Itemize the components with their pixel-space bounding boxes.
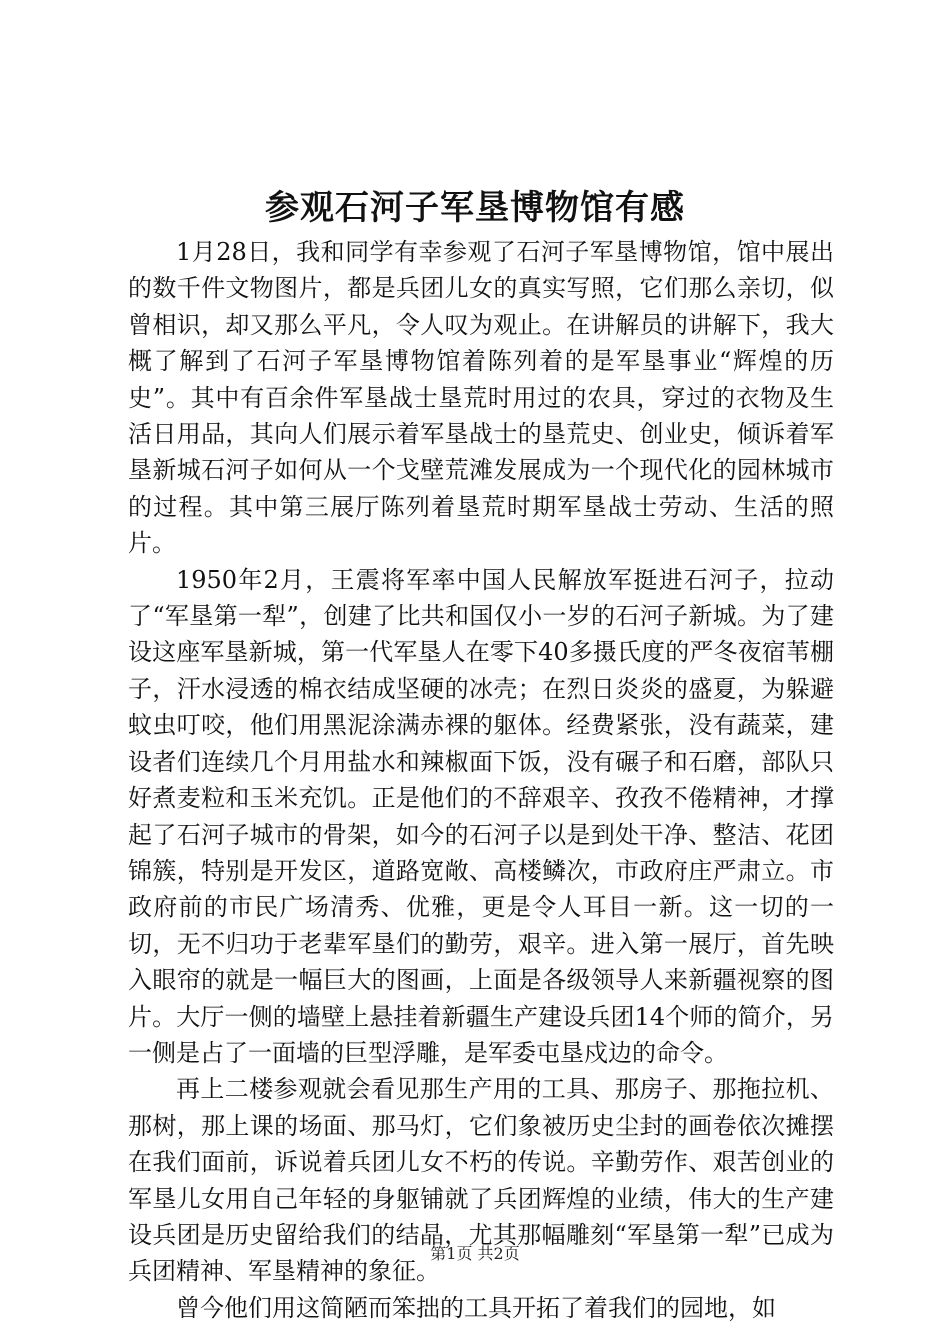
paragraph-1: 1月28日，我和同学有幸参观了石河子军垦博物馆，馆中展出的数千件文物图片，都是兵团儿女的真实写照，它们那么亲切，似曾相识，却又那么平凡，令人叹为观止。在讲解员的讲解下，我大概了解到了石河子军垦博物馆着陈列着的是军垦事业“辉煌的历史”。其中有百余件军垦战士垦荒时用过的农具，穿过的衣物及生活日用品，其向人们展示着军垦战士的垦荒史、创业史，倾诉着军垦新城石河子如何从一个戈壁荒滩发展成为一个现代化的园林城市的过程。其中第三展厅陈列着垦荒时期军垦战士劳动、生活的照片。	[128, 238, 834, 558]
document-title: 参观石河子军垦博物馆有感	[265, 188, 685, 228]
paragraph-4: 曾今他们用这简陋而笨拙的工具开拓了着我们的园地，如	[176, 1293, 776, 1322]
document-body	[128, 234, 834, 1326]
paragraph-3: 再上二楼参观就会看见那生产用的工具、那房子、那拖拉机、那树，那上课的场面、那马灯，它们象被历史尘封的画卷依次摊摆在我们面前，诉说着兵团儿女不朽的传说。辛勤劳作、艰苦创业的军垦儿女用自己年轻的身躯铺就了兵团辉煌的业绩，伟大的生产建设兵团是历史留给我们的结晶，尤其那幅雕刻“军垦第一犁”已成为兵团精神、军垦精神的象征。	[128, 1075, 834, 1286]
paragraph-2: 1950年2月，王震将军率中国人民解放军挺进石河子，拉动了“军垦第一犁”，创建了比共和国仅小一岁的石河子新城。为了建设这座军垦新城，第一代军垦人在零下40多摄氏度的严冬夜宿苇棚子，汗水浸透的棉衣结成坚硬的冰壳；在烈日炎炎的盛夏，为躲避蚊虫叮咬，他们用黑泥涂满赤裸的躯体。经费紧张，没有蔬菜，建设者们连续几个月用盐水和辣椒面下饭，没有碾子和石磨，部队只好煮麦粒和玉米充饥。正是他们的不辞艰辛、孜孜不倦精神，才撑起了石河子城市的骨架，如今的石河子以是到处干净、整洁、花团锦簇，特别是开发区，道路宽敞、高楼鳞次，市政府庄严肃立。市政府前的市民广场清秀、优雅，更是令人耳目一新。这一切的一切，无不归功于老辈军垦们的勤劳，艰辛。进入第一展厅，首先映入眼帘的就是一幅巨大的图画，上面是各级领导人来新疆视察的图片。大厅一侧的墙壁上悬挂着新疆生产建设兵团14个师的简介，另一侧是占了一面墙的巨型浮雕，是军委屯垦戍边的命令。	[128, 565, 834, 1067]
page-number-footer: 第1页 共2页	[430, 1244, 520, 1263]
